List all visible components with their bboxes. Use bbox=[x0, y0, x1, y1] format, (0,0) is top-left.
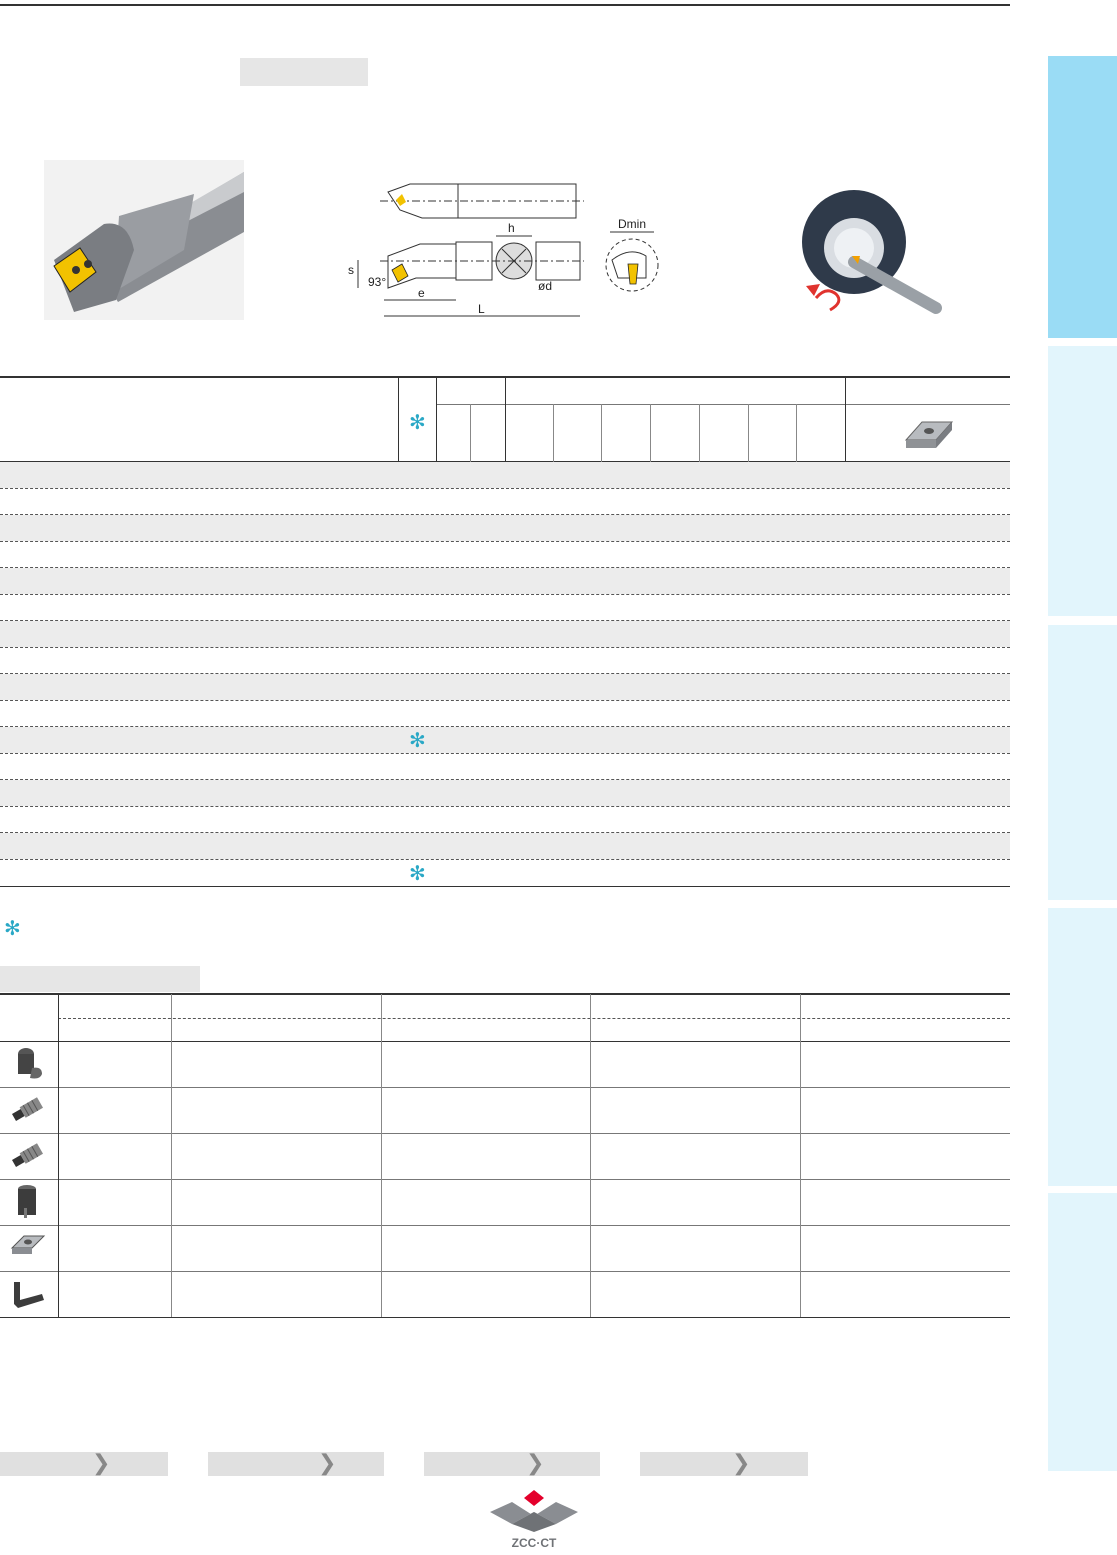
nav-button-2[interactable] bbox=[208, 1452, 384, 1476]
application-illustration bbox=[796, 190, 946, 320]
screw-icon bbox=[10, 1140, 44, 1172]
label-dmin: Dmin bbox=[618, 217, 647, 231]
row-star-icon: ✻ bbox=[409, 728, 426, 752]
footnote-star-icon: ✻ bbox=[4, 916, 21, 940]
table-bottom-rule bbox=[0, 886, 1010, 887]
nav-button-4[interactable] bbox=[640, 1452, 808, 1476]
table-row bbox=[0, 621, 1010, 647]
label-od: ød bbox=[538, 279, 553, 293]
side-tab-2[interactable] bbox=[1048, 346, 1117, 616]
header-sub-rule bbox=[436, 404, 1010, 405]
label-l: L bbox=[478, 302, 485, 316]
boring-bar-photo bbox=[44, 160, 244, 320]
side-tab-1[interactable] bbox=[1048, 56, 1117, 338]
product-title-box bbox=[240, 58, 368, 86]
top-rule bbox=[0, 4, 1010, 6]
side-tab-5[interactable] bbox=[1048, 1193, 1117, 1471]
label-s: s bbox=[348, 263, 354, 277]
chevron-right-icon: ❯ bbox=[318, 1451, 337, 1476]
shim-pin-icon bbox=[14, 1184, 40, 1220]
nav-button-1[interactable] bbox=[0, 1452, 168, 1476]
label-h: h bbox=[508, 221, 515, 235]
shim-icon bbox=[10, 1232, 46, 1258]
label-angle: 93° bbox=[368, 275, 387, 289]
table-row bbox=[0, 462, 1010, 488]
side-tab-4[interactable] bbox=[1048, 908, 1117, 1186]
chevron-right-icon: ❯ bbox=[526, 1451, 545, 1476]
table-row bbox=[0, 568, 1010, 594]
clamp-icon bbox=[14, 1046, 44, 1082]
table-row bbox=[0, 780, 1010, 806]
parts-table-title-box bbox=[0, 966, 200, 992]
table-row bbox=[0, 515, 1010, 541]
technical-drawing bbox=[340, 170, 670, 320]
chevron-right-icon: ❯ bbox=[732, 1451, 751, 1476]
table-row bbox=[0, 833, 1010, 859]
hex-key-icon bbox=[10, 1278, 46, 1310]
table-row bbox=[0, 674, 1010, 700]
side-tab-3[interactable] bbox=[1048, 625, 1117, 900]
header-star-icon: ✻ bbox=[409, 410, 426, 434]
chevron-right-icon: ❯ bbox=[92, 1451, 111, 1476]
label-e: e bbox=[418, 286, 425, 300]
clamp-screw-icon bbox=[10, 1094, 44, 1126]
row-star-icon: ✻ bbox=[409, 861, 426, 885]
logo-text: ZCC·CT bbox=[511, 1536, 557, 1550]
zcc-ct-logo bbox=[486, 1488, 582, 1550]
table-row bbox=[0, 727, 1010, 753]
nav-button-3[interactable] bbox=[424, 1452, 600, 1476]
insert-icon bbox=[900, 418, 956, 452]
